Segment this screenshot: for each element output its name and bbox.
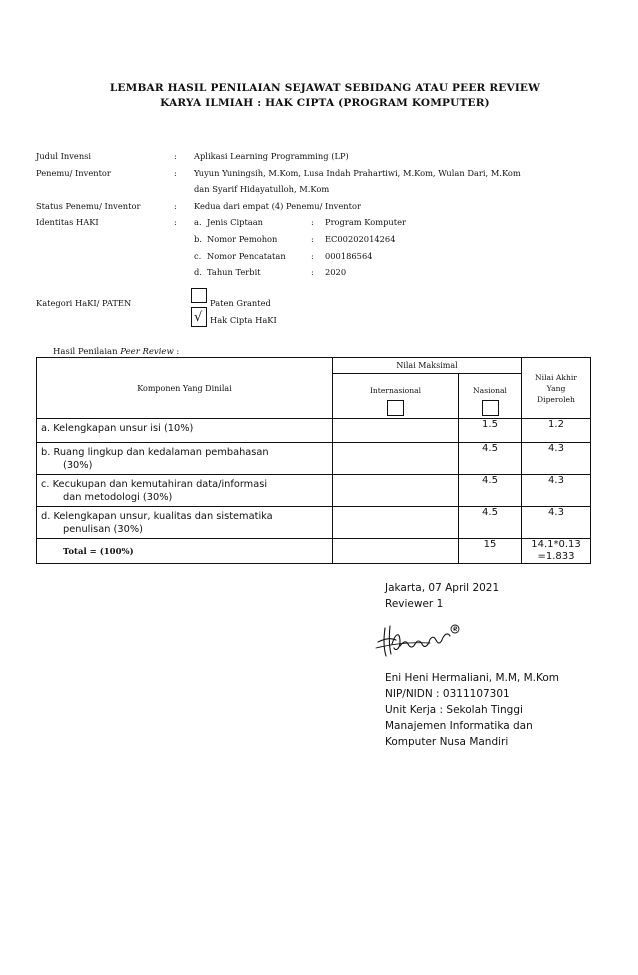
status-value: Kedua dari empat (4) Penemu/ Inventor — [194, 201, 361, 211]
row-d-akhir: 4.3 — [522, 507, 591, 539]
row-c-akhir: 4.3 — [522, 475, 591, 507]
judul-colon: : — [174, 151, 177, 161]
row-total-internasional — [333, 539, 459, 564]
haki-item-c-colon: : — [311, 251, 314, 261]
penemu-label: Penemu/ Inventor — [36, 168, 111, 178]
haki-item-c-value: 000186564 — [325, 251, 373, 261]
document-title-line2: KARYA ILMIAH : HAK CIPTA (PROGRAM KOMPUTER) — [160, 97, 490, 109]
hak-cipta-checkbox[interactable] — [191, 307, 207, 327]
row-d-component — [37, 507, 333, 539]
row-total-component — [37, 539, 333, 564]
paten-granted-checkbox[interactable] — [191, 288, 207, 303]
haki-item-d-value: 2020 — [325, 267, 347, 277]
haki-item-a-value: Program Komputer — [325, 217, 406, 227]
header-nilai-akhir-line1: Nilai Akhir — [535, 372, 577, 382]
status-colon: : — [174, 201, 177, 211]
status-label: Status Penemu/ Inventor — [36, 201, 141, 211]
results-caption — [53, 347, 179, 357]
document-title-line1: LEMBAR HASIL PENILAIAN SEJAWAT SEBIDANG ATAU PEER REVIEW — [109, 82, 541, 94]
results-caption-prefix: Hasil Penilaian — [53, 347, 121, 357]
place-date: Jakarta, 07 April 2021 — [385, 582, 500, 594]
haki-item-d-marker: d. — [194, 267, 202, 277]
table-row — [37, 443, 591, 475]
row-total-akhir — [522, 539, 591, 564]
judul-label: Judul Invensi — [36, 151, 92, 161]
signature-icon — [372, 618, 464, 662]
haki-item-a-label: Jenis Ciptaan — [207, 217, 264, 227]
haki-item-b-label: Nomor Pemohon — [207, 234, 278, 244]
row-c-nasional: 4.5 — [459, 475, 522, 507]
row-d-internasional — [333, 507, 459, 539]
judul-value: Aplikasi Learning Programming (LP) — [194, 151, 349, 161]
row-b-line1: b. Ruang lingkup dan kedalaman pembahasan — [41, 447, 269, 458]
row-total-label: Total = (100%) — [63, 547, 134, 557]
row-total-nasional: 15 — [459, 539, 522, 564]
header-nasional — [459, 374, 522, 419]
haki-item-c-label: Nomor Pencatatan — [207, 251, 286, 261]
penemu-colon: : — [174, 168, 177, 178]
reviewer-unit-line1: Unit Kerja : Sekolah Tinggi — [385, 704, 523, 716]
header-nasional-text: Nasional — [473, 386, 507, 395]
row-total-akhir-line1: 14.1*0.13 — [531, 539, 581, 550]
row-b-internasional — [333, 443, 459, 475]
haki-item-d-colon: : — [311, 267, 314, 277]
haki-item-a-colon: : — [311, 217, 314, 227]
penemu-value-line2: dan Syarif Hidayatulloh, M.Kom — [194, 184, 330, 194]
row-b-nasional: 4.5 — [459, 443, 522, 475]
row-d-line1: d. Kelengkapan unsur, kualitas dan sistematika — [41, 511, 273, 522]
table-row-total — [37, 539, 591, 564]
header-nilai-akhir — [522, 358, 591, 419]
row-a-component — [37, 419, 333, 443]
row-c-line2: dan metodologi (30%) — [63, 492, 173, 503]
haki-item-b-value: EC00202014264 — [325, 234, 396, 244]
header-internasional — [333, 374, 459, 419]
hak-cipta-label: Hak Cipta HaKI — [210, 315, 277, 325]
reviewer-role: Reviewer 1 — [385, 598, 444, 610]
row-a-line1: a. Kelengkapan unsur isi (10%) — [41, 423, 194, 434]
internasional-checkbox[interactable] — [387, 400, 404, 416]
row-a-internasional — [333, 419, 459, 443]
haki-item-b-colon: : — [311, 234, 314, 244]
peer-review-table — [36, 357, 591, 564]
check-mark-icon: √ — [194, 310, 203, 325]
penemu-value-line1: Yuyun Yuningsih, M.Kom, Lusa Indah Prahartiwi, M.Kom, Wulan Dari, M.Kom — [194, 168, 521, 178]
header-nilai-maksimal-text: Nilai Maksimal — [396, 361, 458, 370]
header-nilai-maksimal — [333, 358, 522, 374]
reviewer-nip: NIP/NIDN : 0311107301 — [385, 688, 510, 700]
row-b-akhir: 4.3 — [522, 443, 591, 475]
row-total-akhir-line2: =1.833 — [537, 551, 575, 562]
row-c-component — [37, 475, 333, 507]
row-a-akhir: 1.2 — [522, 419, 591, 443]
header-komponen — [37, 358, 333, 419]
haki-item-a-marker: a. — [194, 217, 202, 227]
reviewer-unit-line3: Komputer Nusa Mandiri — [385, 736, 509, 748]
row-a-nasional: 1.5 — [459, 419, 522, 443]
kategori-label: Kategori HaKI/ PATEN — [36, 298, 132, 308]
haki-label: Identitas HAKI — [36, 217, 99, 227]
haki-colon: : — [174, 217, 177, 227]
haki-item-d-label: Tahun Terbit — [207, 267, 261, 277]
row-d-nasional: 4.5 — [459, 507, 522, 539]
reviewer-unit-line2: Manajemen Informatika dan — [385, 720, 533, 732]
header-internasional-text: Internasional — [369, 386, 422, 395]
reviewer-name: Eni Heni Hermaliani, M.M, M.Kom — [385, 672, 560, 684]
paten-granted-label: Paten Granted — [210, 298, 271, 308]
row-d-line2: penulisan (30%) — [63, 524, 143, 535]
header-nilai-akhir-line3: Diperoleh — [537, 394, 575, 404]
table-row — [37, 475, 591, 507]
nasional-checkbox[interactable] — [482, 400, 499, 416]
header-nilai-akhir-line2: Yang — [546, 383, 566, 393]
results-caption-italic: Peer Review — [120, 347, 174, 357]
header-komponen-text: Komponen Yang Dinilai — [137, 383, 232, 393]
row-c-line1: c. Kecukupan dan kemutahiran data/informasi — [41, 479, 268, 490]
row-c-internasional — [333, 475, 459, 507]
table-row — [37, 507, 591, 539]
table-row — [37, 419, 591, 443]
row-b-line2: (30%) — [63, 460, 93, 471]
row-b-component — [37, 443, 333, 475]
results-caption-suffix: : — [173, 347, 180, 357]
haki-item-b-marker: b. — [194, 234, 202, 244]
haki-item-c-marker: c. — [194, 251, 202, 261]
